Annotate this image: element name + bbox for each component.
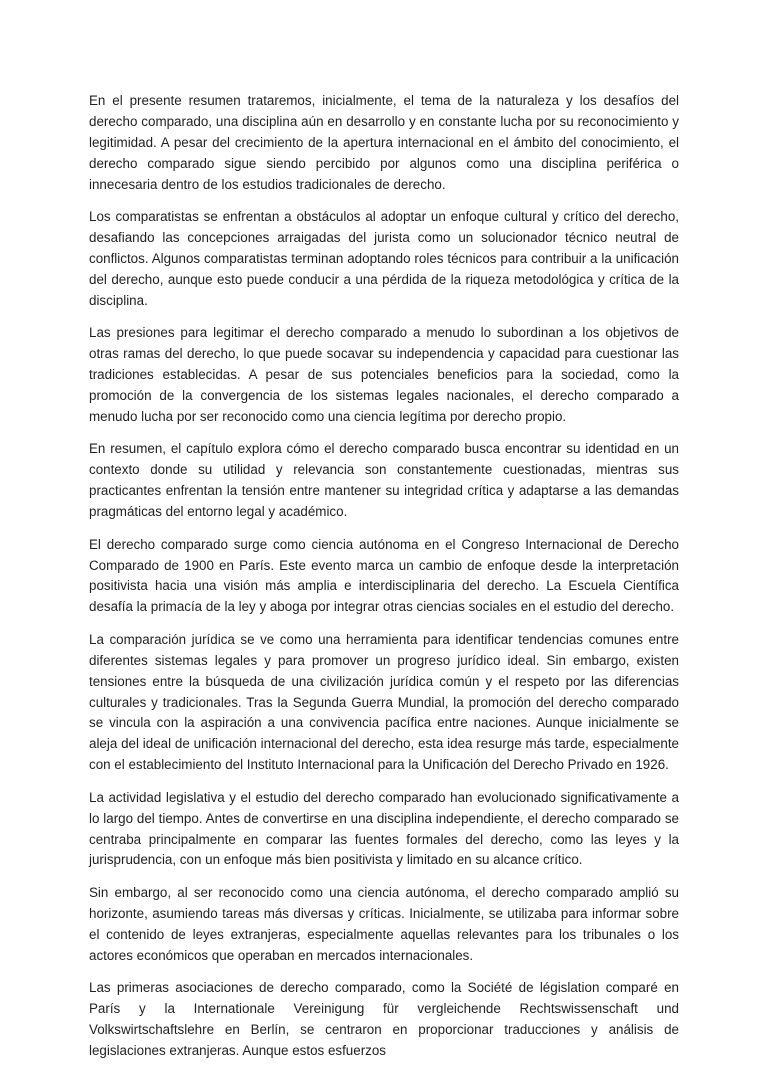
paragraph-8: Sin embargo, al ser reconocido como una ciencia autónoma, el derecho comparado amplió su horizonte, asumiendo tareas más diversas y críticas. Inicialmente, se utilizaba para informar sobre el contenido de leyes extranjeras, especialmente aquellas relevantes para los tribunales o los actores económicos que operaban en mercados internacionales. <box>89 884 679 963</box>
paragraph-3: Las presiones para legitimar el derecho comparado a menudo lo subordinan a los objetivos de otras ramas del derecho, lo que puede socavar su independencia y capacidad para cuestionar las tradiciones establecidas. A pesar de sus potenciales beneficios para la sociedad, como la promoción de la convergencia de los sistemas legales nacionales, el derecho comparado a menudo lucha por ser reconocido como una ciencia legítima por derecho propio. <box>89 325 679 424</box>
paragraph-9: Las primeras asociaciones de derecho comparado, como la Société de législation comparé en París y la Internationale Vereinigung für vergleichende Rechtswissenschaft und Volkswirtschaftslehre en Berlín, se centraron en proporcionar traducciones y análisis de legislaciones extranjeras. Aunque estos esfuerzos <box>89 980 679 1058</box>
paragraph-2: Los comparatistas se enfrentan a obstáculos al adoptar un enfoque cultural y crítico del derecho, desafiando las concepciones arraigadas del jurista como un solucionador técnico neutral de conflictos. Algunos comparatistas terminan adoptando roles técnicos para contribuir a la unificación del derecho, aunque esto puede conducir a una pérdida de la riqueza metodológica y crítica de la disciplina. <box>89 209 679 308</box>
paragraph-5: El derecho comparado surge como ciencia autónoma en el Congreso Internacional de Derecho Comparado de 1900 en París. Este evento marca un cambio de enfoque desde la interpretación positivista hacia una visión más amplia e interdisciplinaria del derecho. La Escuela Científica desafía la primacía de la ley y aboga por integrar otras ciencias sociales en el estudio del derecho. <box>89 536 679 615</box>
paragraph-1: En el presente resumen trataremos, inicialmente, el tema de la naturaleza y los desafíos del derecho comparado, una disciplina aún en desarrollo y en constante lucha por su reconocimiento y legitimidad. A pesar del crecimiento de la apertura internacional en el ámbito del conocimiento, el derecho comparado sigue siendo percibido por algunos como una disciplina periférica o innecesaria dentro de los estudios tradicionales de derecho. <box>89 93 679 192</box>
paragraph-7: La actividad legislativa y el estudio del derecho comparado han evolucionado significativamente a lo largo del tiempo. Antes de convertirse en una disciplina independiente, el derecho comparado se centraba principalmente en comparar las fuentes formales del derecho, como las leyes y la jurisprudencia, con un enfoque más bien positivista y limitado en su alcance crítico. <box>89 789 679 868</box>
paragraph-6: La comparación jurídica se ve como una herramienta para identificar tendencias comunes entre diferentes sistemas legales y para promover un progreso jurídico ideal. Sin embargo, existen tensiones entre la búsqueda de una civilización jurídica común y el respeto por las diferencias culturales y tradicionales. Tras la Segunda Guerra Mundial, la promoción del derecho comparado se vincula con la aspiración a una convivencia pacífica entre naciones. Aunque inicialmente se aleja del ideal de unificación internacional del derecho, esta idea resurge más tarde, especialmente con el establecimiento del Instituto Internacional para la Unificación del Derecho Privado en 1926. <box>89 631 679 773</box>
document-body <box>89 91 679 1073</box>
paragraph-4: En resumen, el capítulo explora cómo el derecho comparado busca encontrar su identidad en un contexto donde su utilidad y relevancia son constantemente cuestionadas, mientras sus practicantes enfrentan la tensión entre mantener su integridad crítica y adaptarse a las demandas pragmáticas del entorno legal y académico. <box>89 441 679 520</box>
